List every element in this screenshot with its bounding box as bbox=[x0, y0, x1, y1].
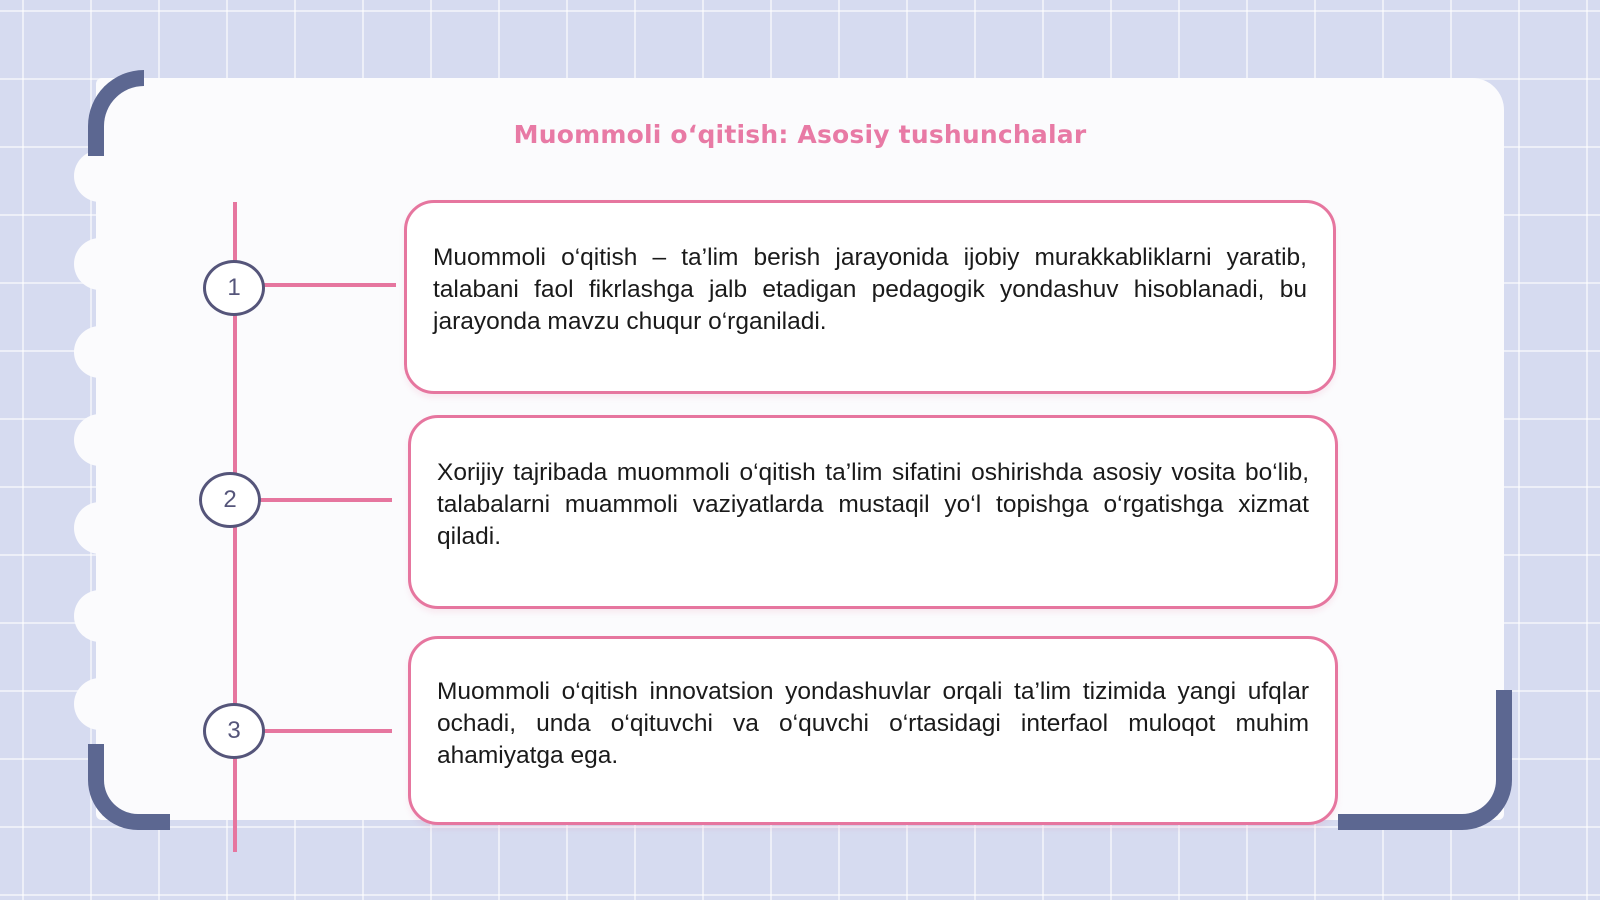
paper-scallop bbox=[74, 238, 126, 290]
paper-scallop bbox=[74, 590, 126, 642]
timeline-connector bbox=[262, 729, 392, 733]
timeline-connector bbox=[260, 498, 392, 502]
concept-card bbox=[404, 200, 1336, 394]
concept-card-text: Muommoli o‘qitish – ta’lim berish jarayonida ijobiy murakkabliklarni yaratib, talabani faol fikrlashga jalb etadigan pedagogik yondashuv hisoblanadi, bu jarayonda mavzu chuqur o‘rganiladi. bbox=[433, 244, 1307, 335]
paper-scallop bbox=[74, 502, 126, 554]
paper-scallop bbox=[74, 678, 126, 730]
paper-scallop bbox=[74, 326, 126, 378]
timeline-connector bbox=[262, 283, 396, 287]
step-number-badge: 3 bbox=[203, 703, 265, 759]
concept-card bbox=[408, 636, 1338, 825]
paper-scallop bbox=[74, 414, 126, 466]
concept-card-text: Xorijiy tajribada muommoli o‘qitish ta’lim sifatini oshirishda asosiy vosita bo‘lib, talabalarni muammoli vaziyatlarda mustaqil yo‘l topishga o‘rgatishga xizmat qiladi. bbox=[437, 459, 1309, 550]
step-number-badge: 1 bbox=[203, 260, 265, 316]
concept-card bbox=[408, 415, 1338, 609]
step-number-badge: 2 bbox=[199, 472, 261, 528]
corner-bracket-bottom-right bbox=[1338, 690, 1512, 830]
concept-card-text: Muommoli o‘qitish innovatsion yondashuvlar orqali ta’lim tizimida yangi ufqlar ochadi, unda o‘qituvchi va o‘quvchi o‘rtasidagi interfaol muloqot muhim ahamiyatga ega. bbox=[437, 677, 1309, 769]
slide-title: Muommoli oʻqitish: Asosiy tushunchalar bbox=[513, 120, 1087, 149]
paper-scallop bbox=[74, 150, 126, 202]
